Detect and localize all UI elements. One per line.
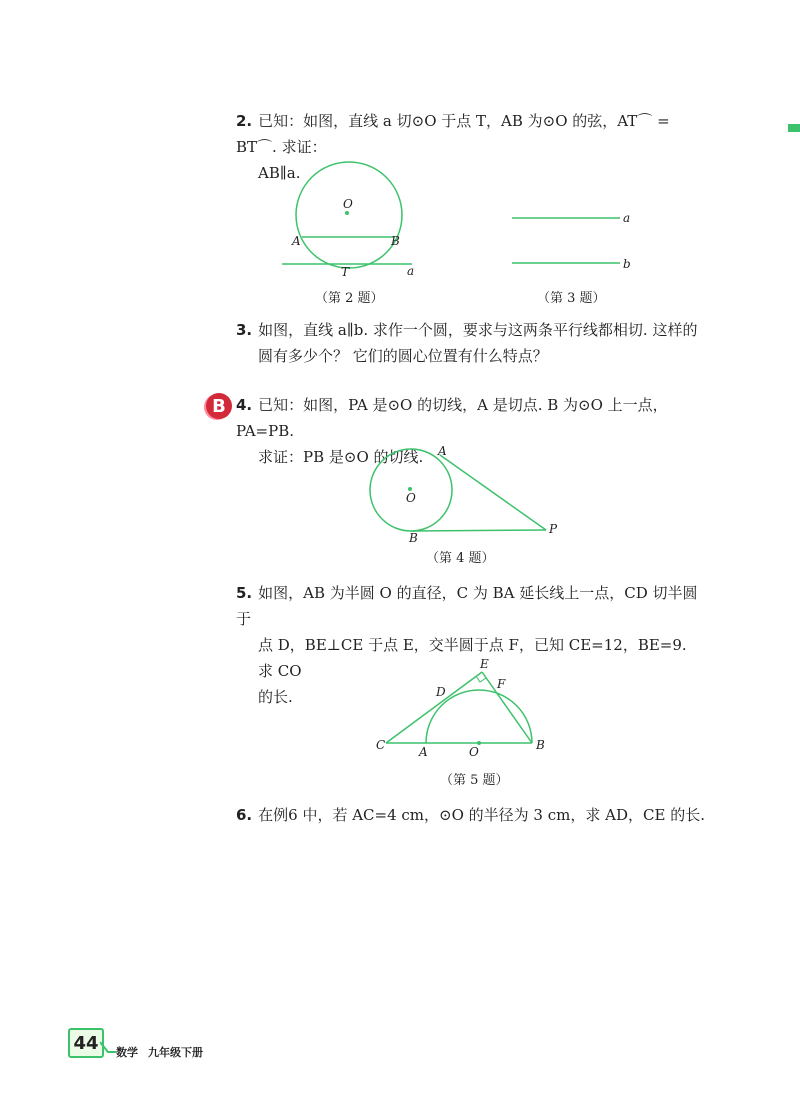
problem-2-number: 2. — [236, 112, 253, 130]
problem-5-text-line1: 如图，AB 为半圆 O 的直径，C 为 BA 延长线上一点，CD 切半圆于 — [236, 584, 698, 628]
fig5-label-d: D — [436, 685, 446, 699]
chapter-edge-tab — [788, 124, 800, 132]
figure-4-caption: （第 4 题） — [426, 551, 495, 566]
fig2-label-t: T — [341, 265, 350, 279]
footer-grade: 九年级下册 — [148, 1046, 203, 1059]
fig2-circle — [296, 162, 402, 268]
figure-5-caption: （第 5 题） — [440, 773, 509, 788]
level-b-badge: B — [206, 393, 232, 419]
problem-5-number: 5. — [236, 584, 253, 602]
fig4-label-p: P — [549, 522, 558, 536]
problem-3-number: 3. — [236, 321, 253, 339]
footer-subject: 数学 — [116, 1046, 138, 1059]
fig4-label-o: O — [406, 491, 416, 505]
problem-6 — [236, 802, 706, 828]
figure-4 — [360, 440, 570, 548]
fig5-label-a: A — [419, 745, 428, 759]
figure-2-caption: （第 2 题） — [315, 291, 384, 306]
footer-book-info — [116, 1044, 213, 1060]
problem-5-text-line3: 的长. — [258, 688, 293, 706]
fig2-label-a: A — [292, 234, 301, 248]
problem-3 — [236, 317, 706, 369]
fig4-segment-pb — [411, 530, 546, 531]
fig3-label-a: a — [623, 211, 631, 225]
fig5-label-o: O — [469, 745, 479, 759]
problem-2-text-line2: AB∥a. — [258, 164, 301, 182]
figure-2 — [270, 160, 430, 285]
page-number: 44 — [68, 1028, 104, 1058]
figure-3-caption: （第 3 题） — [537, 291, 606, 306]
footer-tab-shape — [100, 1040, 116, 1054]
fig5-right-angle-mark — [476, 676, 486, 682]
fig5-label-f: F — [497, 677, 506, 691]
fig5-tangent-ce — [386, 672, 482, 743]
problem-3-text-line1: 如图，直线 a∥b. 求作一个圆，要求与这两条平行线都相切. 这样的 — [258, 321, 698, 339]
fig5-segment-be — [482, 672, 532, 743]
fig2-center-dot — [345, 211, 349, 215]
figure-5 — [372, 655, 557, 760]
fig4-tangent-pa — [440, 455, 546, 530]
problem-6-text-line1: 在例6 中，若 AC=4 cm，⊙O 的半径为 3 cm，求 AD，CE 的长. — [258, 806, 705, 824]
fig2-label-b: B — [391, 234, 400, 248]
problem-5-text-line2: 点 D，BE⊥CE 于点 E，交半圆于点 F，已知 CE=12，BE=9. 求 CO — [258, 636, 687, 680]
fig2-label-o: O — [343, 197, 353, 211]
problem-6-number: 6. — [236, 806, 253, 824]
fig4-label-a: A — [438, 444, 447, 458]
problem-3-text-line2: 圆有多少个？ 它们的圆心位置有什么特点？ — [258, 347, 548, 365]
fig2-label-line-a: a — [407, 264, 415, 278]
problem-4-text-line2: 求证：PB 是⊙O 的切线. — [258, 448, 424, 466]
figure-3 — [505, 205, 640, 275]
fig4-label-b: B — [409, 531, 418, 545]
fig5-label-e: E — [480, 657, 489, 671]
fig5-label-c: C — [376, 738, 386, 752]
problem-2-text-line1: 已知：如图，直线 a 切⊙O 于点 T，AB 为⊙O 的弦，AT⌒ = BT⌒. 求证： — [236, 112, 670, 156]
fig5-label-b: B — [536, 738, 545, 752]
fig3-label-b: b — [623, 257, 631, 271]
problem-4-number: 4. — [236, 396, 253, 414]
problem-4-text-line1: 已知：如图，PA 是⊙O 的切线，A 是切点. B 为⊙O 上一点，PA=PB. — [236, 396, 668, 440]
